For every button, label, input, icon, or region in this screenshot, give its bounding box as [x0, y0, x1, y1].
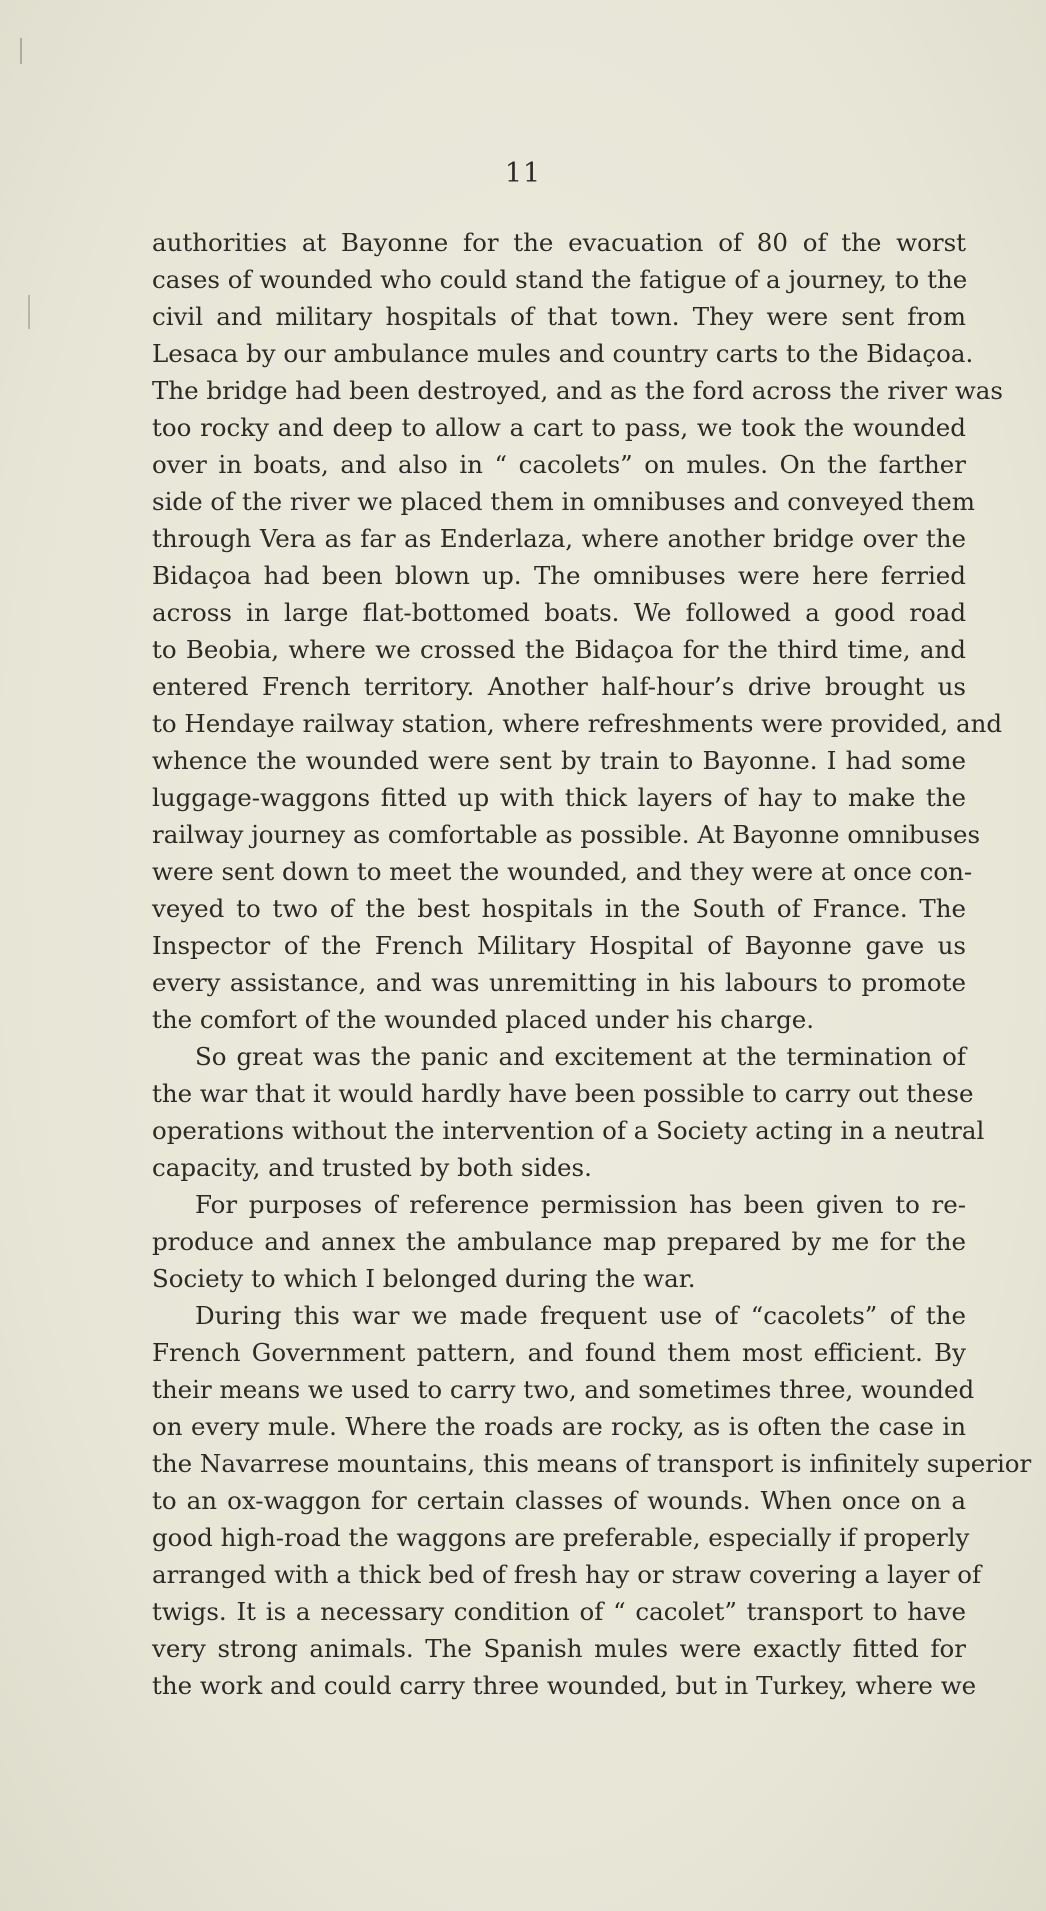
text-line: twigs. It is a necessary condition of “ cacolet” transport to have: [152, 1597, 966, 1626]
text-line: operations without the intervention of a Society acting in a neutral: [152, 1116, 985, 1145]
text-line: whence the wounded were sent by train to Bayonne. I had some: [152, 746, 966, 775]
text-line: luggage-waggons fitted up with thick layers of hay to make the: [152, 783, 966, 812]
text-line: Bidaçoa had been blown up. The omnibuses were here ferried: [152, 561, 966, 590]
text-line: the comfort of the wounded placed under his charge.: [152, 1005, 815, 1034]
body-text: [152, 224, 1032, 1704]
text-line: through Vera as far as Enderlaza, where another bridge over the: [152, 524, 966, 553]
text-line: the work and could carry three wounded, but in Turkey, where we: [152, 1671, 977, 1700]
margin-mark: [20, 38, 22, 64]
text-line: arranged with a thick bed of fresh hay or straw covering a layer of: [152, 1560, 982, 1589]
text-line: every assistance, and was unremitting in his labours to promote: [152, 968, 966, 997]
text-line: side of the river we placed them in omnibuses and conveyed them: [152, 487, 976, 516]
text-line: to Hendaye railway station, where refreshments were provided, and: [152, 709, 1003, 738]
text-line: over in boats, and also in “ cacolets” on mules. On the farther: [152, 450, 966, 479]
paragraph-first-line: For purposes of reference permission has been given to re-: [195, 1190, 966, 1219]
text-line: cases of wounded who could stand the fatigue of a journey, to the: [152, 265, 968, 294]
text-line: the war that it would hardly have been possible to carry out these: [152, 1079, 974, 1108]
text-line: French Government pattern, and found them most efficient. By: [152, 1338, 966, 1367]
text-line: veyed to two of the best hospitals in the South of France. The: [152, 894, 966, 923]
paragraph-first-line: During this war we made frequent use of “cacolets” of the: [195, 1301, 966, 1330]
page-number: 11: [504, 158, 542, 189]
text-line: Inspector of the French Military Hospital of Bayonne gave us: [152, 931, 966, 960]
text-line: good high-road the waggons are preferable, especially if properly: [152, 1523, 970, 1552]
text-line: authorities at Bayonne for the evacuation of 80 of the worst: [152, 228, 966, 257]
paragraph-first-line: So great was the panic and excitement at the termination of: [195, 1042, 966, 1071]
text-line: civil and military hospitals of that town. They were sent from: [152, 302, 966, 331]
text-line: their means we used to carry two, and sometimes three, wounded: [152, 1375, 975, 1404]
text-line: The bridge had been destroyed, and as the ford across the river was: [152, 376, 1003, 405]
text-line: to Beobia, where we crossed the Bidaçoa for the third time, and: [152, 635, 966, 664]
text-line: very strong animals. The Spanish mules were exactly fitted for: [152, 1634, 966, 1663]
text-line: Society to which I belonged during the war.: [152, 1264, 696, 1293]
text-line: on every mule. Where the roads are rocky, as is often the case in: [152, 1412, 966, 1441]
text-line: railway journey as comfortable as possible. At Bayonne omnibuses: [152, 820, 981, 849]
text-line: to an ox-waggon for certain classes of wounds. When once on a: [152, 1486, 966, 1515]
text-line: capacity, and trusted by both sides.: [152, 1153, 592, 1182]
text-line: produce and annex the ambulance map prepared by me for the: [152, 1227, 966, 1256]
text-line: entered French territory. Another half-hour’s drive brought us: [152, 672, 966, 701]
text-line: were sent down to meet the wounded, and they were at once con-: [152, 857, 973, 886]
text-line: Lesaca by our ambulance mules and country carts to the Bidaçoa.: [152, 339, 974, 368]
text-line: the Navarrese mountains, this means of transport is infinitely superior: [152, 1449, 1032, 1478]
text-line: across in large flat-bottomed boats. We followed a good road: [152, 598, 966, 627]
text-line: too rocky and deep to allow a cart to pass, we took the wounded: [152, 413, 966, 442]
margin-mark: [28, 295, 30, 329]
